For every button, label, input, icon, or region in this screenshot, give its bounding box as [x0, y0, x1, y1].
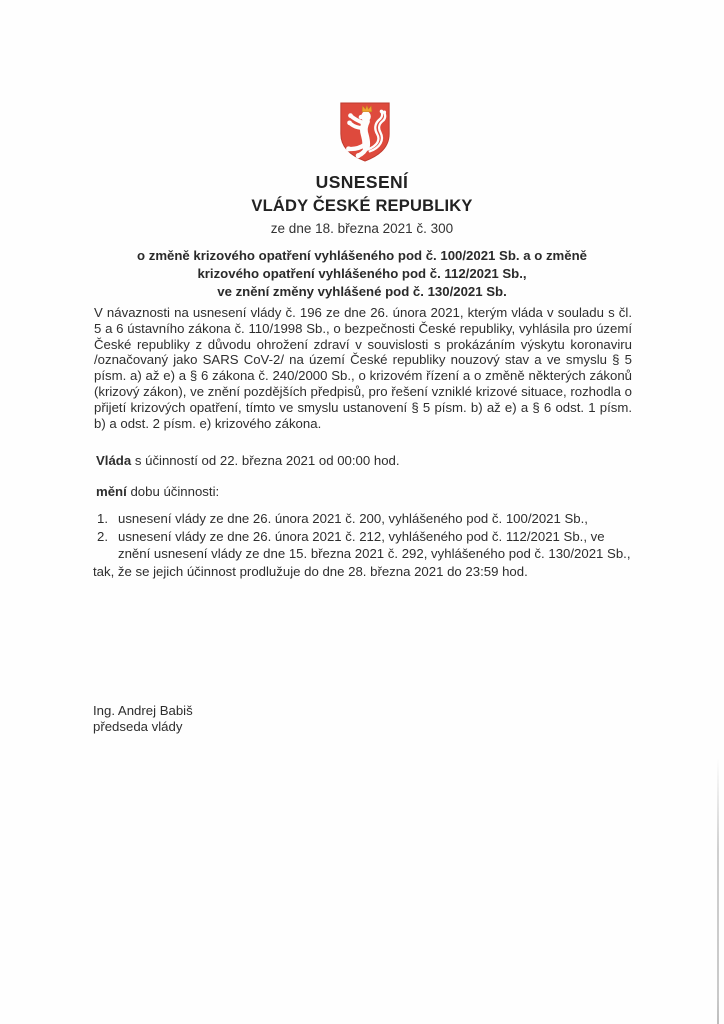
- document-header: [0, 172, 724, 236]
- effective-line-text: s účinností od 22. března 2021 od 00:00 hod.: [131, 453, 400, 468]
- changes-line-bold-word: mění: [96, 484, 127, 499]
- signature-block: [93, 703, 193, 734]
- list-item: [97, 528, 637, 563]
- intro-paragraph: V návaznosti na usnesení vlády č. 196 ze dne 26. února 2021, kterým vláda v souladu s čl. 5 a 6 ústavního zákona č. 110/1998 Sb., o bezpečnosti České republiky, vyhlásila pro území České republiky z důvodu ohrožení zdraví v souvislosti s prokázáním výskytu koronaviru /označovaný jako SARS CoV-2/ na území České republiky nouzový stav a ve smyslu § 5 písm. a) až e) a § 6 zákona č. 240/2000 Sb., o krizovém řízení a o změně některých zákonů (krizový zákon), ve znění pozdějších předpisů, pro řešení vzniklé krizové situace, rozhodla o přijetí krizových opatření, tímto ve smyslu ustanovení § 5 písm. b) až e) a § 6 odst. 1 písm. b) a odst. 2 písm. e) krizového zákona.: [94, 305, 632, 431]
- effective-date-line: [96, 453, 400, 468]
- list-item: [97, 510, 637, 528]
- list-item-text: usnesení vlády ze dne 26. února 2021 č. 212, vyhlášeného pod č. 112/2021 Sb., ve znění usnesení vlády ze dne 15. března 2021 č. 292, vyhlášeného pod č. 130/2021 Sb.,: [118, 528, 631, 562]
- document-date-number: ze dne 18. března 2021 č. 300: [270, 221, 454, 236]
- subject-line-3: ve znění změny vyhlášené pod č. 130/2021 Sb.: [217, 284, 507, 299]
- signature-role: předseda vlády: [93, 718, 183, 734]
- signature-name: Ing. Andrej Babiš: [93, 703, 193, 718]
- changes-line-text: dobu účinnosti:: [126, 484, 220, 499]
- scan-edge-artifact: [717, 758, 719, 1024]
- subject-line-1: o změně krizového opatření vyhlášeného pod č. 100/2021 Sb. a o změně: [137, 248, 587, 263]
- document-title: USNESENÍ: [315, 172, 409, 192]
- changes-line: [96, 484, 219, 499]
- list-item-number: 1.: [97, 511, 108, 526]
- list-item-text: usnesení vlády ze dne 26. února 2021 č. 200, vyhlášeného pod č. 100/2021 Sb.,: [118, 511, 588, 526]
- resolution-list: [93, 510, 637, 580]
- document-subtitle: VLÁDY ČESKÉ REPUBLIKY: [251, 197, 473, 215]
- list-closing-line: tak, že se jejich účinnost prodlužuje do dne 28. března 2021 do 23:59 hod.: [93, 563, 528, 579]
- coat-of-arms-icon: [336, 98, 394, 166]
- effective-line-bold-word: Vláda: [96, 453, 132, 468]
- list-item-number: 2.: [97, 528, 108, 544]
- subject-line-2: krizového opatření vyhlášeného pod č. 112/2021 Sb.,: [197, 266, 527, 281]
- document-subject: [0, 247, 724, 301]
